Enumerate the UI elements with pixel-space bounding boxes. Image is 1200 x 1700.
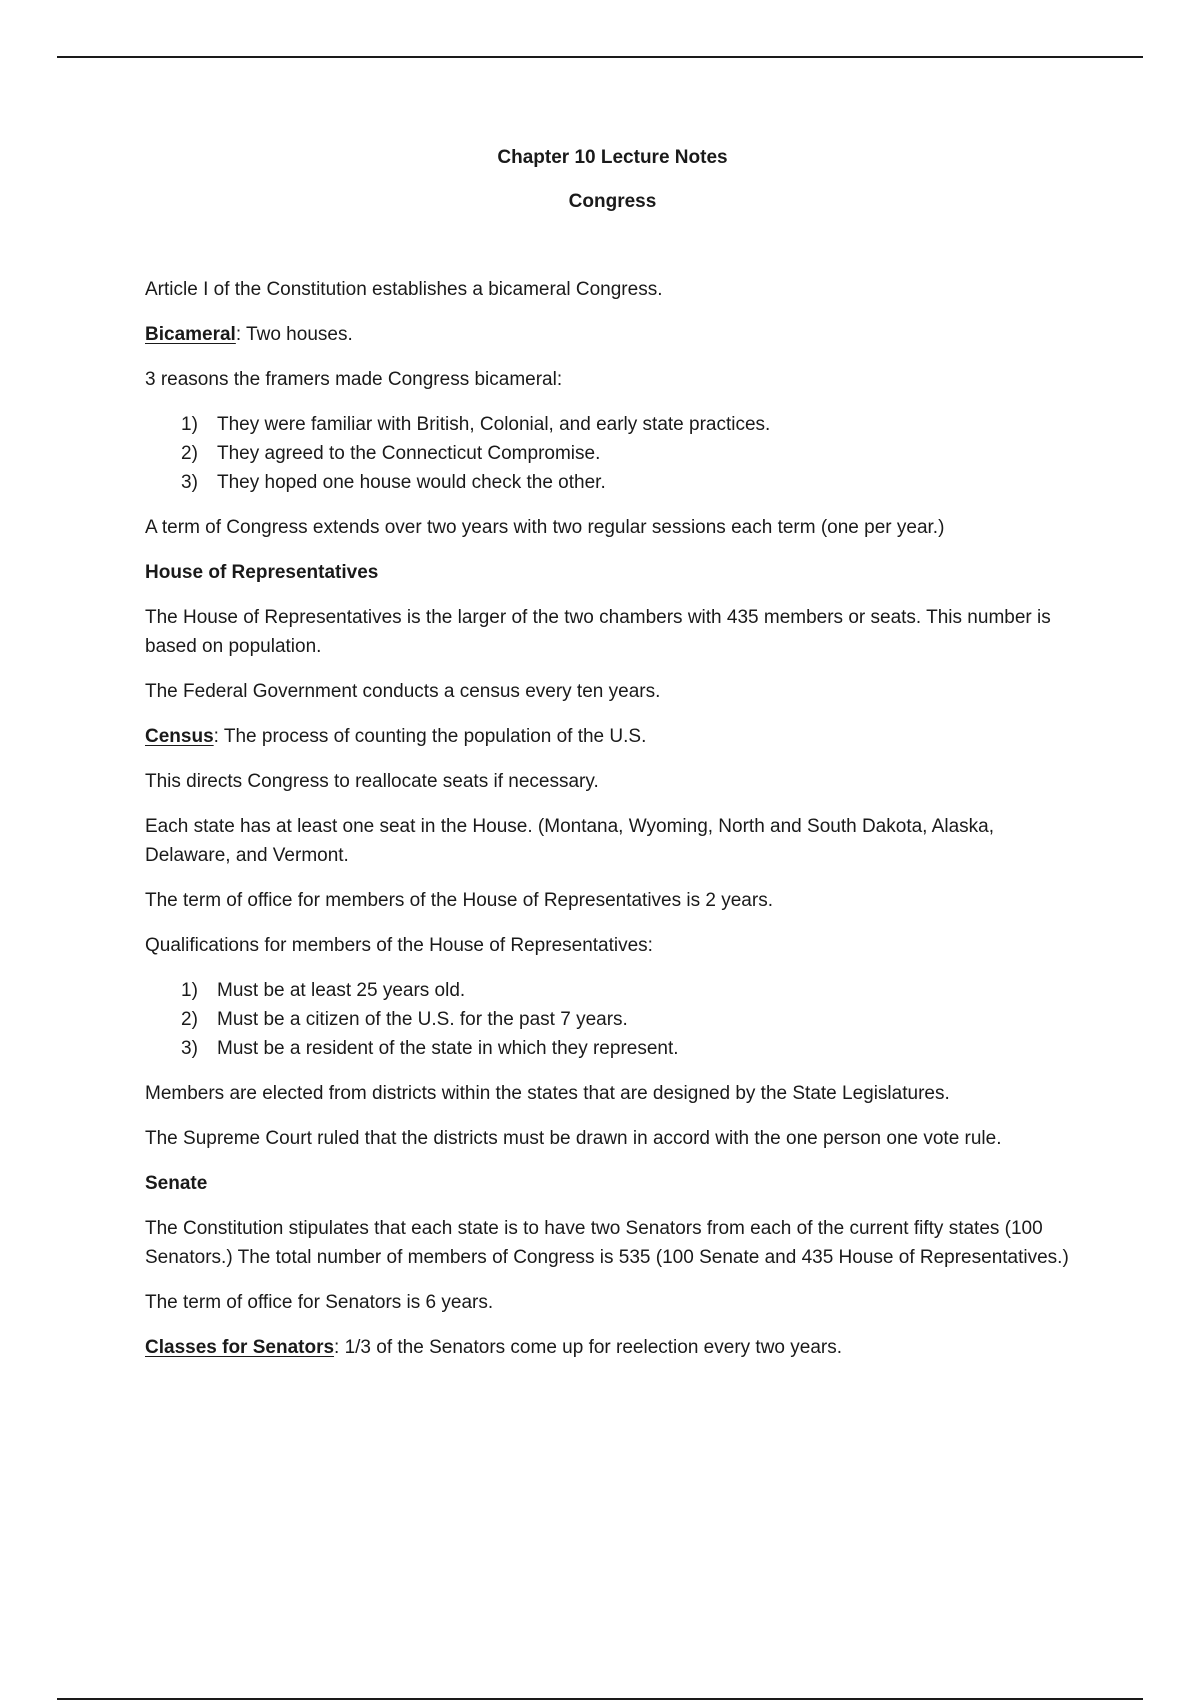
list-text: They were familiar with British, Colonial, and early state practices. [217, 414, 771, 435]
list-number: 3) [181, 1038, 198, 1059]
list-text: Must be at least 25 years old. [217, 980, 466, 1001]
definition-term: Census [145, 726, 214, 747]
definition-text: : Two houses. [235, 324, 353, 345]
list-number: 1) [181, 414, 198, 435]
definition-bicameral [145, 320, 1080, 349]
list-item [145, 976, 1080, 1005]
definition-text: : The process of counting the population of the U.S. [213, 726, 647, 747]
supreme-court-paragraph: The Supreme Court ruled that the districts must be drawn in accord with the one person one vote rule. [145, 1128, 1002, 1149]
list-text: Must be a citizen of the U.S. for the past 7 years. [217, 1009, 628, 1030]
senate-heading: Senate [145, 1173, 208, 1194]
list-item [145, 1005, 1080, 1034]
census-paragraph: The Federal Government conducts a census every ten years. [145, 681, 661, 702]
list-item [145, 1034, 1080, 1063]
list-number: 2) [181, 1009, 198, 1030]
intro-paragraph: Article I of the Constitution establishes a bicameral Congress. [145, 279, 663, 300]
definition-term: Classes for Senators [145, 1337, 335, 1358]
definition-term: Bicameral [145, 324, 236, 345]
definition-classes [145, 1333, 1080, 1362]
document-body [145, 143, 1080, 1378]
definition-census [145, 722, 1080, 751]
reasons-intro: 3 reasons the framers made Congress bicameral: [145, 369, 563, 390]
one-seat-paragraph: Each state has at least one seat in the House. (Montana, Wyoming, North and South Dakota, Alaska, Delaware, and Vermont. [145, 816, 994, 866]
list-text: They hoped one house would check the other. [217, 472, 606, 493]
house-size-paragraph: The House of Representatives is the larger of the two chambers with 435 members or seats. This number is based on population. [145, 607, 1051, 657]
districts-paragraph: Members are elected from districts within the states that are designed by the State Legislatures. [145, 1083, 950, 1104]
list-item [145, 410, 1080, 439]
list-number: 3) [181, 472, 198, 493]
document-subtitle: Congress [568, 191, 657, 212]
qualifications-list [145, 976, 1080, 1063]
house-term-paragraph: The term of office for members of the House of Representatives is 2 years. [145, 890, 773, 911]
list-number: 2) [181, 443, 198, 464]
house-heading: House of Representatives [145, 562, 379, 583]
term-of-congress: A term of Congress extends over two years with two regular sessions each term (one per year.) [145, 517, 945, 538]
definition-text: : 1/3 of the Senators come up for reelection every two years. [334, 1337, 843, 1358]
list-number: 1) [181, 980, 198, 1001]
header-rule [57, 56, 1143, 58]
list-text: Must be a resident of the state in which they represent. [217, 1038, 679, 1059]
list-item [145, 439, 1080, 468]
senate-term-paragraph: The term of office for Senators is 6 years. [145, 1292, 494, 1313]
qualifications-intro: Qualifications for members of the House of Representatives: [145, 935, 653, 956]
document-title: Chapter 10 Lecture Notes [497, 147, 728, 168]
list-item [145, 468, 1080, 497]
reallocate-paragraph: This directs Congress to reallocate seats if necessary. [145, 771, 599, 792]
two-senators-paragraph: The Constitution stipulates that each state is to have two Senators from each of the current fifty states (100 Senators.) The total number of members of Congress is 535 (100 Senate and 435 House of Representatives.) [145, 1218, 1069, 1268]
reasons-list [145, 410, 1080, 497]
list-text: They agreed to the Connecticut Compromise. [217, 443, 601, 464]
